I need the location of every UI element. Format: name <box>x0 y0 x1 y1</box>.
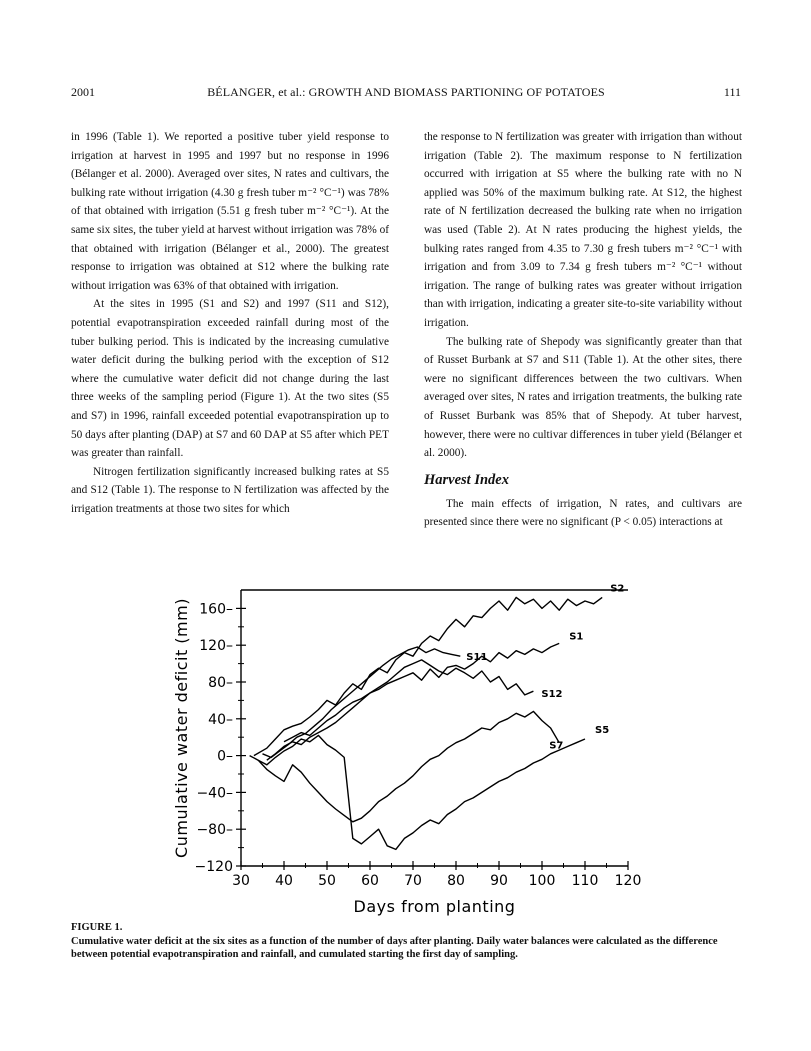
y-tick-label: −40– <box>196 785 233 802</box>
right-column <box>424 128 742 532</box>
right-paragraph-3: The main effects of irrigation, N rates, and cultivars are presented since there were no significant (P < 0.05) interactions at <box>424 497 742 529</box>
left-column <box>71 128 389 518</box>
y-tick-label: 160– <box>199 601 233 618</box>
y-tick-label: 0– <box>217 748 233 765</box>
x-tick-label: 60 <box>361 873 379 889</box>
x-tick-label: 100 <box>528 873 556 889</box>
right-paragraph-1: the response to N fertilization was greater with irrigation than without irrigation (Table 2). The maximum response to N fertilization occurred with irrigation at S5 where the bulking rate with no N applied was 50% of the maximum bulking rate. At S12, the highest rate of N fertilization decreased the bulking rate when no irrigation was used (Table 2). At N rates producing the highest yields, the bulking rates ranged from 4.35 to 7.30 g fresh tubers m⁻² °C⁻¹ with irrigation and from 3.09 to 7.34 g fresh tubers m⁻² °C⁻¹ without irrigation. The range of bulking rates was greater without irrigation than with irrigation, indicating a greater site-to-site variability without irrigation. <box>424 131 742 329</box>
x-tick-label: 70 <box>404 873 422 889</box>
y-axis-label: Cumulative water deficit (mm) <box>172 598 191 858</box>
left-paragraph-1: in 1996 (Table 1). We reported a positive tuber yield response to irrigation at harvest in 1995 and 1997 but no response in 1996 (Bélanger et al. 2000). Averaged over sites, N rates and cultivars, the bulking rate without irrigation (4.30 g fresh tuber m⁻² °C⁻¹) was 78% of that obtained with irrigation (5.51 g fresh tuber m⁻² °C⁻¹). At the same six sites, the tuber yield at harvest without irrigation was 78% of that obtained with irrigation (Bélanger et al., 2000). The greatest response to irrigation was obtained at S12 where the bulking rate without irrigation was 63% of that obtained with irrigation. <box>71 131 389 292</box>
right-paragraph-2: The bulking rate of Shepody was significantly greater than that of Russet Burbank at S7 and S11 (Table 1). At the other sites, there were no significant differences between the two cultivars. When averaged over sites, N rates and irrigation treatments, the bulking rate of Russet Burbank was 85% that of Shepody. At tuber harvest, however, there were no cultivar differences in tuber yield (Bélanger et al. 2000). <box>424 335 742 460</box>
running-header <box>71 85 741 105</box>
water-deficit-chart <box>160 580 650 920</box>
x-tick-label: 90 <box>490 873 508 889</box>
x-tick-label: 50 <box>318 873 336 889</box>
figure-caption-text: Cumulative water deficit at the six sites as a function of the number of days after planting. Daily water balances were calculated as the difference between potential evapotranspiration and rainfall, and cumulated starting the first day of sampling. <box>71 935 718 960</box>
left-paragraph-2: At the sites in 1995 (S1 and S2) and 1997 (S11 and S12), potential evapotranspiration exceeded rainfall during most of the tuber bulking period. This is indicated by the increasing cumulative water deficit during the bulking period with the exception of S12 where the cumulative water deficit did not change during the last three weeks of the sampling period (Figure 1). At the two sites (S5 and S7) in 1996, rainfall exceeded potential evapotranspiration up to 50 days after planting (DAP) at S7 and 60 DAP at S5 after which PET was greater than rainfall. <box>71 298 389 460</box>
series-label-s5: S5 <box>595 725 610 737</box>
series-line-s2 <box>254 597 602 755</box>
series-line-s7 <box>258 711 559 821</box>
series-line-s1 <box>284 643 559 741</box>
section-heading: Harvest Index <box>424 471 509 488</box>
left-paragraph-3: Nitrogen fertilization significantly increased bulking rates at S5 and S12 (Table 1). The response to N fertilization was affected by the irrigation treatments at those two sites for which <box>71 465 389 515</box>
series-line-s12 <box>267 660 534 760</box>
running-title: BÉLANGER, et al.: GROWTH AND BIOMASS PARTIONING OF POTATOES <box>207 85 605 99</box>
x-tick-label: 30 <box>232 873 250 889</box>
page-number: 111 <box>723 85 741 99</box>
y-tick-label: −120 <box>194 859 233 875</box>
page-year: 2001 <box>71 85 95 99</box>
x-axis-label: Days from planting <box>353 897 516 916</box>
figure-label: FIGURE 1. <box>71 922 123 933</box>
y-tick-label: 40– <box>208 711 233 728</box>
x-tick-label: 40 <box>275 873 293 889</box>
series-line-s11 <box>263 647 461 757</box>
x-tick-label: 120 <box>614 873 642 889</box>
x-tick-label: 80 <box>447 873 465 889</box>
series-label-s12: S12 <box>541 689 563 701</box>
series-label-s7: S7 <box>549 740 564 752</box>
figure-caption <box>71 921 741 962</box>
x-tick-label: 110 <box>571 873 599 889</box>
y-tick-label: 120– <box>199 638 233 655</box>
series-label-s11: S11 <box>466 652 488 664</box>
y-tick-label: −80– <box>196 822 233 839</box>
series-label-s1: S1 <box>569 631 584 643</box>
series-label-s2: S2 <box>610 583 625 595</box>
y-tick-label: 80– <box>208 675 233 691</box>
series-line-s5 <box>250 735 585 849</box>
figure-1 <box>160 580 650 920</box>
